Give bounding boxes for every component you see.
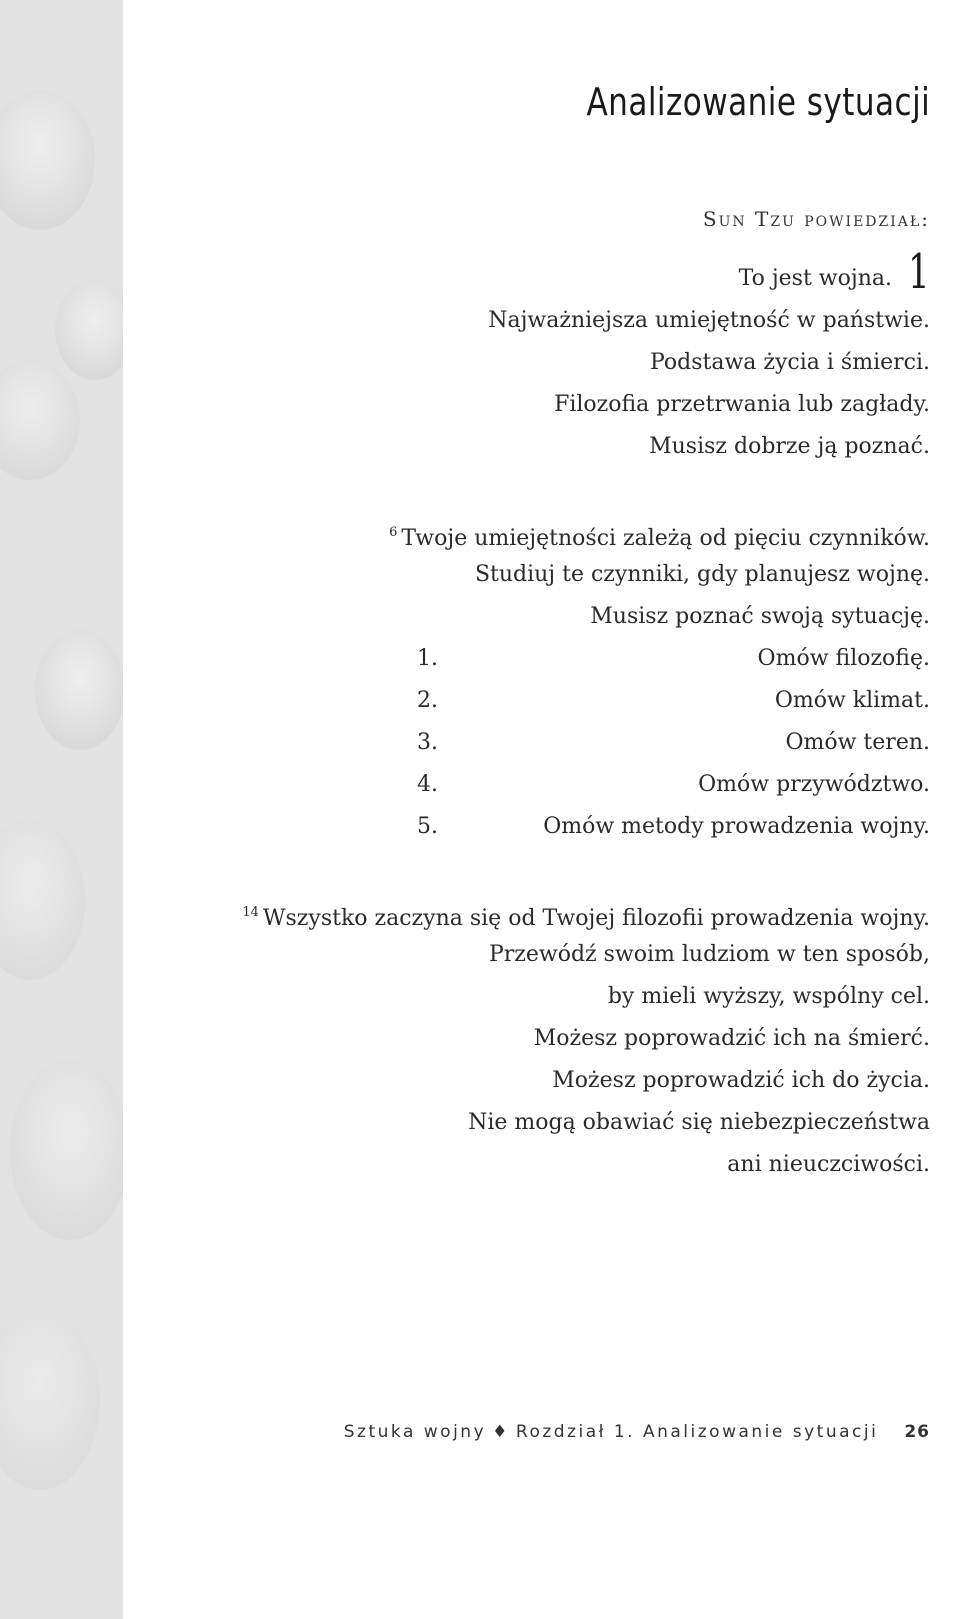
stanza3-line-text: Wszystko zaczyna się od Twojej filozofii prowadzenia wojny. <box>262 906 930 931</box>
list-number: 4. <box>417 772 438 797</box>
page-number: 26 <box>904 1422 930 1442</box>
verse-number-1: 1 <box>908 244 930 300</box>
list-item-text: Omów metody prowadzenia wojny. <box>543 814 930 839</box>
verse-number-6: 6 <box>389 525 398 540</box>
list-item-text: Omów klimat. <box>774 688 930 713</box>
stanza1-line: To jest wojna. <box>738 266 892 291</box>
stanza1-line: Musisz dobrze ją poznać. <box>649 434 930 459</box>
stanza1-line: Najważniejsza umiejętność w państwie. <box>488 308 930 333</box>
stanza1-line: Podstawa życia i śmierci. <box>649 350 930 375</box>
list-item-text: Omów teren. <box>785 730 930 755</box>
stanza2-line: Musisz poznać swoją sytuację. <box>590 604 930 629</box>
list-item-text: Omów filozofię. <box>757 646 930 671</box>
stanza3-line: Możesz poprowadzić ich na śmierć. <box>533 1026 930 1051</box>
stanza3-line: by mieli wyższy, wspólny cel. <box>607 984 930 1009</box>
decorative-side-strip <box>0 0 123 1619</box>
stanza3-first-line <box>242 899 930 933</box>
stanza2-first-line <box>389 519 930 553</box>
list-number: 1. <box>417 646 438 671</box>
stanza2-line: Studiuj te czynniki, gdy planujesz wojnę. <box>474 562 930 587</box>
strip-texture-image <box>0 0 123 1619</box>
page-content <box>130 0 930 1619</box>
verse-number-14: 14 <box>242 905 259 920</box>
list-number: 5. <box>417 814 438 839</box>
speaker-heading: Sun Tzu powiedział: <box>702 207 930 231</box>
page-title: Analizowanie sytuacji <box>586 80 930 124</box>
stanza3-line: Przewódź swoim ludziom w ten sposób, <box>488 942 930 967</box>
stanza3-line: Nie mogą obawiać się niebezpieczeństwa <box>468 1110 930 1135</box>
footer-chapter: Rozdział 1. Analizowanie sytuacji <box>515 1422 879 1442</box>
stanza2-line-text: Twoje umiejętności zależą od pięciu czynników. <box>401 526 930 551</box>
list-number: 2. <box>417 688 438 713</box>
diamond-icon: ♦ <box>492 1422 510 1442</box>
page-footer <box>344 1422 930 1442</box>
stanza3-line: Możesz poprowadzić ich do życia. <box>552 1068 930 1093</box>
stanza1-line: Filozofia przetrwania lub zagłady. <box>554 392 930 417</box>
stanza3-line: ani nieuczciwości. <box>727 1152 930 1177</box>
list-item-text: Omów przywództwo. <box>698 772 930 797</box>
list-number: 3. <box>417 730 438 755</box>
footer-book-title: Sztuka wojny <box>343 1422 487 1442</box>
